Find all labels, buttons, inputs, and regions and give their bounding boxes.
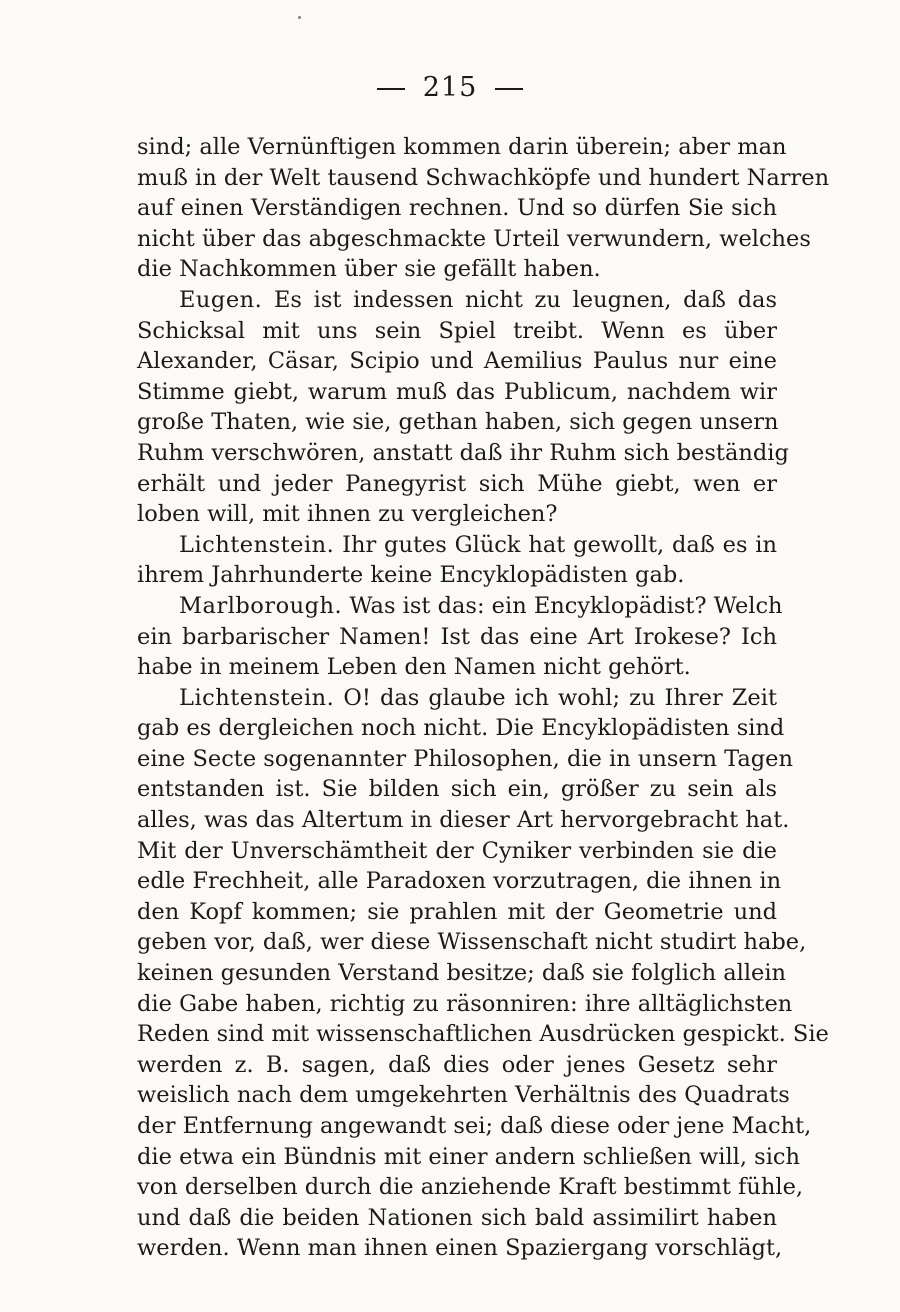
text-line: [137, 1203, 777, 1234]
line-text: alles, was das Altertum in dieser Art hervorgebracht hat.: [137, 807, 790, 834]
header-dash-right: [495, 88, 523, 90]
line-text: der Entfernung angewandt sei; daß diese oder jene Macht,: [137, 1113, 812, 1139]
line-text: Was ist das: ein Encyklopädist? Welch: [349, 592, 783, 619]
line-text: Es ist indessen nicht zu leugnen, daß das: [273, 286, 778, 313]
text-line: [137, 1019, 829, 1050]
line-text: keinen gesunden Verstand besitze; daß sie folglich allein: [137, 960, 787, 987]
line-text: Ruhm verschwören, anstatt daß ihr Ruhm sich beständig: [137, 439, 789, 466]
line-text: die Gabe haben, richtig zu räsonniren: ihre alltäglichsten: [137, 990, 793, 1017]
speaker-name: Eugen.: [179, 286, 263, 313]
line-text: Stimme giebt, warum muß das Publicum, nachdem wir: [137, 378, 777, 405]
line-text: erhält und jeder Panegyrist sich Mühe giebt, wen er: [137, 470, 777, 497]
text-line: [137, 774, 777, 805]
speaker-name: Lichtenstein.: [179, 531, 335, 558]
line-text: ein barbarischer Namen! Ist das eine Art Irokese? Ich: [137, 623, 777, 650]
text-line: [137, 499, 777, 530]
text-line: [137, 285, 777, 316]
line-text: und daß die beiden Nationen sich bald assimilirt haben: [137, 1204, 777, 1231]
line-text: Schicksal mit uns sein Spiel treibt. Wenn es über: [137, 317, 777, 344]
text-line: [137, 652, 777, 683]
text-line: [137, 744, 793, 775]
line-text: ihrem Jahrhunderte keine Encyklopädisten gab.: [137, 562, 685, 589]
text-line: [137, 1142, 801, 1173]
line-text: die Nachkommen über sie gefällt haben.: [137, 256, 601, 283]
text-line: [137, 805, 790, 836]
text-line: [137, 560, 777, 591]
text-line: [137, 224, 811, 255]
text-line: [137, 163, 830, 194]
line-text: nicht über das abgeschmackte Urteil verwundern, welches: [137, 225, 811, 252]
text-line: [137, 683, 777, 714]
speaker-name: Marlborough.: [179, 592, 343, 619]
text-line: [137, 1080, 790, 1111]
text-line: [137, 438, 789, 469]
text-line: [137, 1111, 812, 1142]
line-text: habe in meinem Leben den Namen nicht gehört.: [137, 654, 691, 681]
line-text: muß in der Welt tausend Schwachköpfe und hundert Narren: [137, 164, 830, 191]
text-line: [137, 622, 777, 653]
line-text: Mit der Unverschämtheit der Cyniker verbinden sie die: [137, 837, 777, 864]
text-line: [137, 927, 807, 958]
speck-mark: [298, 16, 301, 19]
line-text: Reden sind mit wissenschaftlichen Ausdrücken gespickt. Sie: [137, 1021, 829, 1048]
text-line: [137, 591, 783, 622]
text-line: [137, 377, 777, 408]
line-text: werden. Wenn man ihnen einen Spaziergang vorschlägt,: [137, 1235, 783, 1262]
line-text: auf einen Verständigen rechnen. Und so dürfen Sie sich: [137, 195, 777, 222]
line-text: weislich nach dem umgekehrten Verhältnis des Quadrats: [137, 1082, 790, 1109]
speaker-name: Lichtenstein.: [179, 684, 335, 711]
body-text: [137, 132, 830, 1264]
text-line: [137, 254, 777, 285]
line-text: die etwa ein Bündnis mit einer andern schließen will, sich: [137, 1143, 801, 1170]
text-line: [137, 530, 777, 561]
page-header: [0, 72, 900, 103]
line-text: loben will, mit ihnen zu vergleichen?: [137, 501, 558, 528]
page-number: 215: [422, 72, 478, 103]
text-line: [137, 958, 787, 989]
line-text: Ihr gutes Glück hat gewollt, daß es in: [342, 531, 777, 558]
text-line: [137, 346, 777, 377]
line-text: große Thaten, wie sie, gethan haben, sich gegen unsern: [137, 409, 779, 436]
line-text: O! das glaube ich wohl; zu Ihrer Zeit: [343, 684, 777, 711]
text-line: [137, 407, 777, 438]
text-line: [137, 836, 777, 867]
text-line: [137, 866, 782, 897]
line-text: entstanden ist. Sie bilden sich ein, größer zu sein als: [137, 776, 777, 803]
text-line: [137, 989, 793, 1020]
text-line: [137, 1233, 783, 1264]
line-text: von derselben durch die anziehende Kraft bestimmt fühle,: [137, 1174, 804, 1201]
line-text: den Kopf kommen; sie prahlen mit der Geometrie und: [137, 898, 777, 925]
line-text: gab es dergleichen noch nicht. Die Encyklopädisten sind: [137, 715, 785, 742]
text-line: [137, 193, 777, 224]
line-text: eine Secte sogenannter Philosophen, die in unsern Tagen: [137, 745, 793, 772]
text-line: [137, 897, 777, 928]
text-line: [137, 132, 787, 163]
line-text: geben vor, daß, wer diese Wissenschaft nicht studirt habe,: [137, 929, 807, 956]
header-dash-left: [377, 88, 405, 90]
text-line: [137, 713, 785, 744]
text-line: [137, 316, 777, 347]
line-text: edle Frechheit, alle Paradoxen vorzutragen, die ihnen in: [137, 868, 782, 895]
text-line: [137, 469, 777, 500]
text-line: [137, 1172, 804, 1203]
line-text: werden z. B. sagen, daß dies oder jenes Gesetz sehr: [137, 1051, 777, 1078]
line-text: Alexander, Cäsar, Scipio und Aemilius Paulus nur eine: [137, 348, 777, 375]
text-line: [137, 1050, 777, 1081]
line-text: sind; alle Vernünftigen kommen darin überein; aber man: [137, 134, 787, 160]
